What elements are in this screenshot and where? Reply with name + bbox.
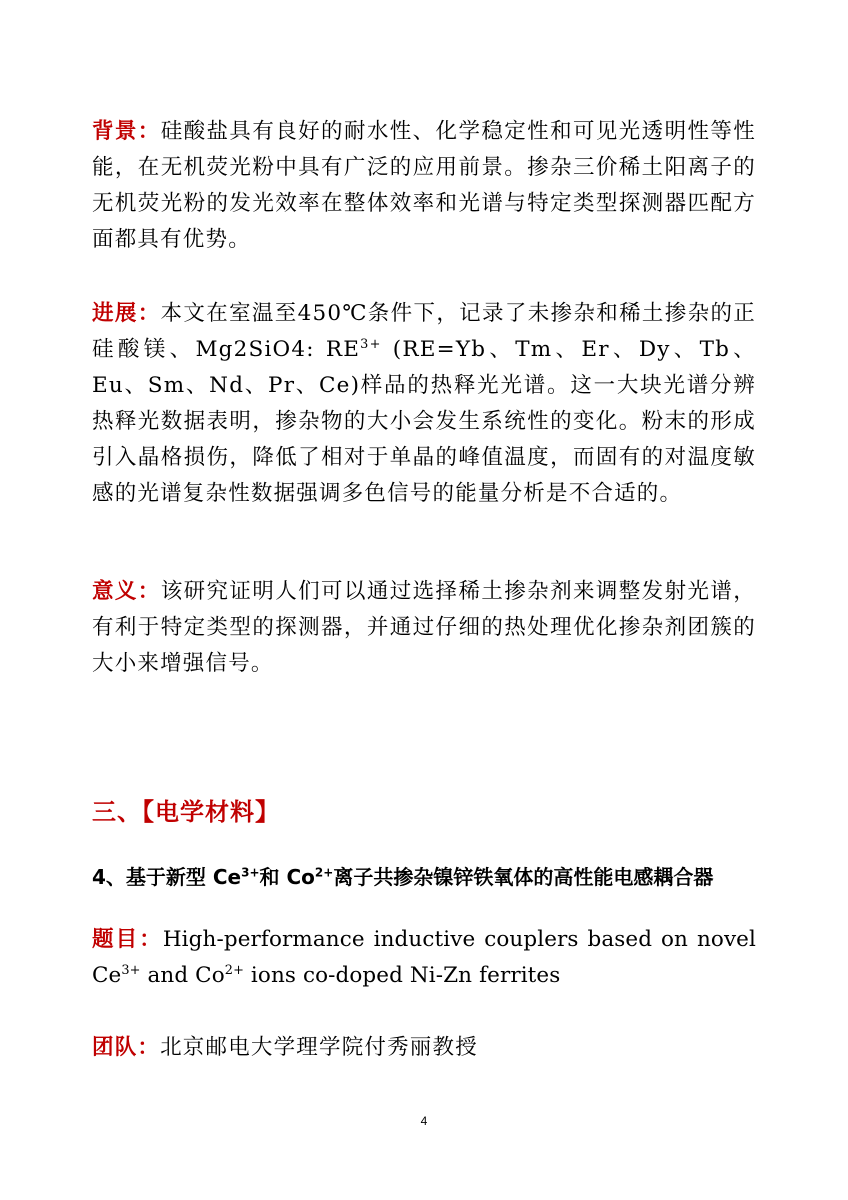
page-number: 4 (420, 1114, 428, 1128)
article-title-part-3: ions co-doped Ni-Zn ferrites (243, 963, 561, 988)
article-heading-sup-1: 3+ (241, 865, 260, 880)
progress-text-2: (RE=Yb、Tm、Er、Dy、Tb、Eu、Sm、Nd、Pr、Ce)样品的热释光光谱。这一大块光谱分辨热释光数据表明，掺杂物的大小会发生系统性的变化。粉末的形成引入晶格损伤，降低了相对于单晶的峰值温度，而固有的对温度敏感的光谱复杂性数据强调多色信号的能量分析是不合适的。 (92, 337, 757, 506)
article-title-part-1: High-performance inductive couplers based on novel Ce (92, 927, 756, 988)
section-title: 三、【电学材料】 (92, 798, 280, 826)
team-label: 团队： (92, 1035, 161, 1060)
progress-superscript: 3+ (360, 336, 382, 352)
article-heading-part-3: 离子共掺杂镍锌铁氧体的高性能电感耦合器 (333, 865, 714, 889)
article-heading (92, 861, 762, 890)
article-title-label: 题目： (92, 927, 163, 952)
article-heading-part-2: 和 Co (259, 865, 315, 889)
significance-paragraph (92, 574, 756, 682)
progress-text-1: 本文在室温至450℃条件下，记录了未掺杂和稀土掺杂的正硅酸镁、Mg2SiO4: RE (92, 301, 756, 362)
background-paragraph (92, 114, 756, 258)
progress-paragraph (92, 296, 756, 512)
significance-label: 意义： (92, 579, 161, 604)
article-title-sup-1: 3+ (121, 962, 141, 978)
significance-text: 该研究证明人们可以通过选择稀土掺杂剂来调整发射光谱，有利于特定类型的探测器，并通过仔细的热处理优化掺杂剂团簇的大小来增强信号。 (92, 579, 756, 676)
background-text: 硅酸盐具有良好的耐水性、化学稳定性和可见光透明性等性能，在无机荧光粉中具有广泛的应用前景。掺杂三价稀土阳离子的无机荧光粉的发光效率在整体效率和光谱与特定类型探测器匹配方面都具有优势。 (92, 119, 756, 252)
article-heading-sup-2: 2+ (314, 865, 334, 880)
article-title-sup-2: 2+ (224, 962, 244, 978)
article-heading-part-1: 4、基于新型 Ce (92, 865, 242, 889)
background-label: 背景： (92, 119, 161, 144)
progress-label: 进展： (92, 301, 161, 326)
team-text: 北京邮电大学理学院付秀丽教授 (160, 1035, 478, 1060)
team-paragraph (92, 1030, 756, 1066)
article-title-paragraph (92, 922, 756, 994)
article-title-part-2: and Co (140, 963, 225, 988)
